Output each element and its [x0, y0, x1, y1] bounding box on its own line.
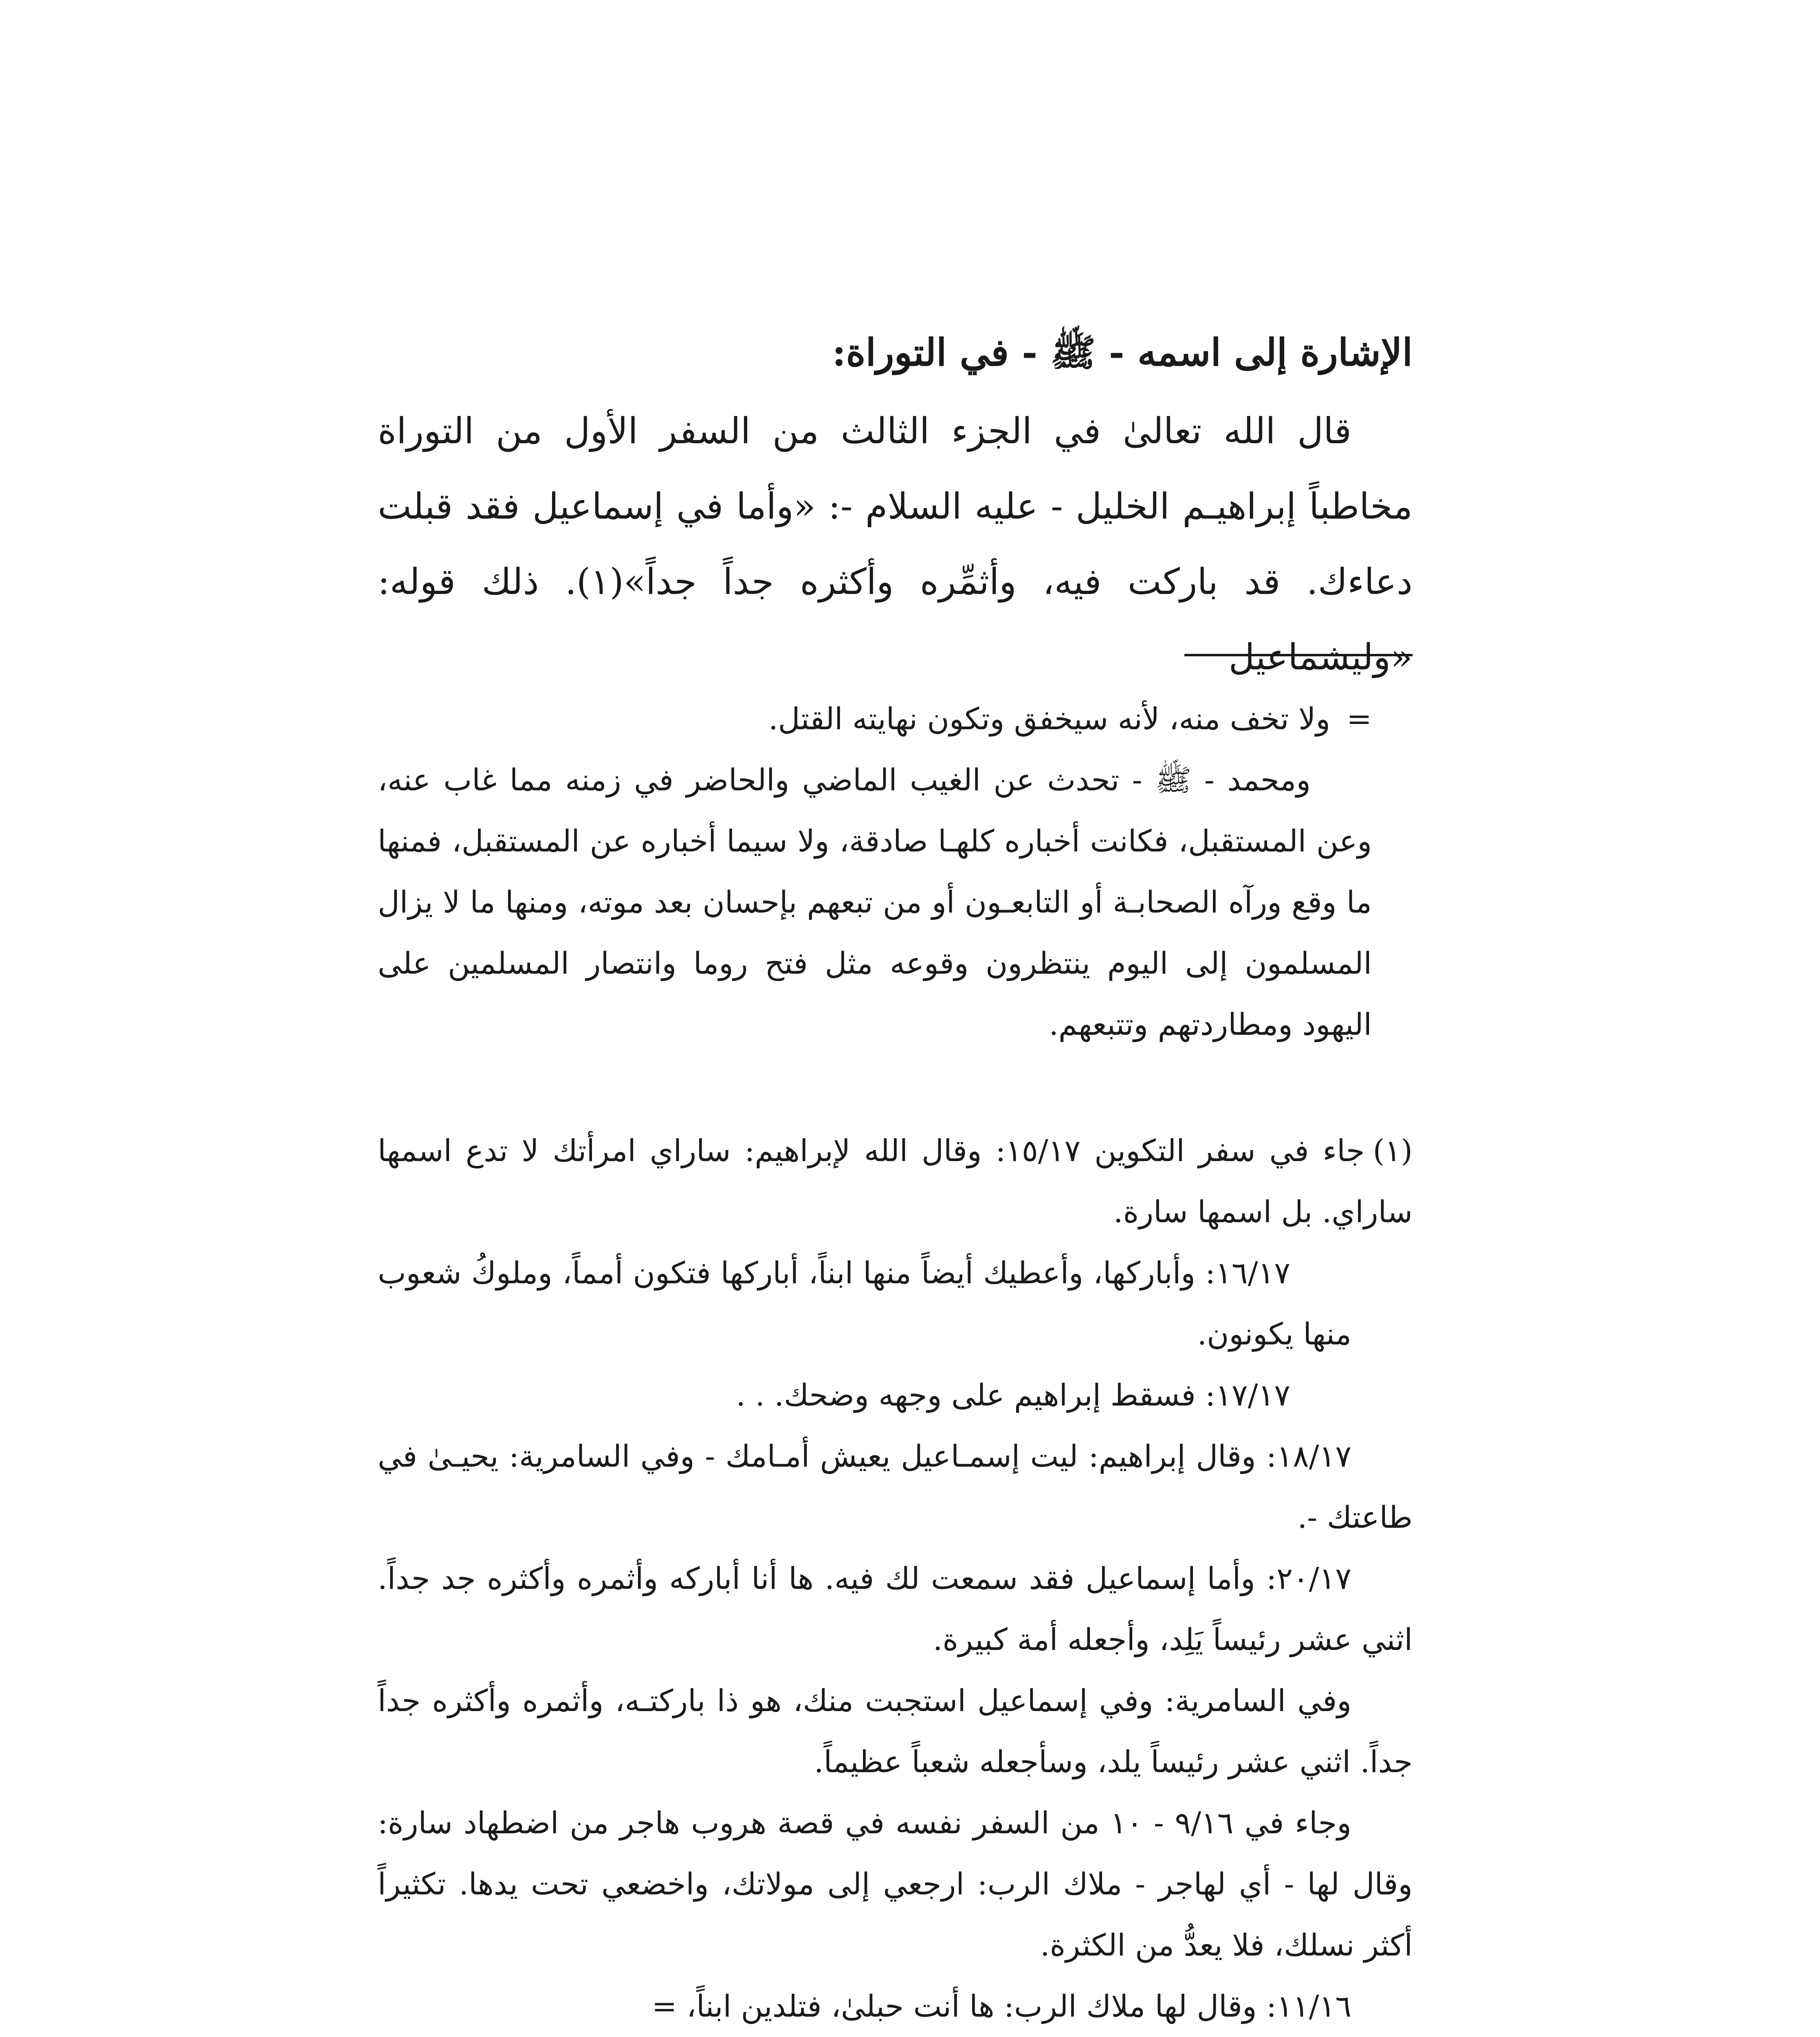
footnote-1-number: (١) [1373, 1133, 1413, 1168]
hagar-passage: وجاء في ٩/١٦ - ١٠ من السفر نفسه في قصة هروب هاجر من اضطهاد سارة: وقال لها - أي لهاجر - ملاك الرب: ارجعي إلى مولاتك، واخضعي تحت يدها. تكثيراً أكثر نسلك، فلا يعدُّ من الكثرة. [378, 1806, 1413, 1963]
verse-16-17: ١٦/١٧: وأباركها، وأعطيك أيضاً منها ابناً، أباركها فتكون أمماً، وملوكُ شعوب منها يكونون. [378, 1256, 1351, 1352]
verse-20-17: ٢٠/١٧: وأما إسماعيل فقد سمعت لك فيه. ها أنا أباركه وأثمره وأكثره جد جداً. اثني عشر رئيساً يَلِد، وأجعله أمة كبيرة. [378, 1561, 1413, 1657]
section-heading: الإشارة إلى اسمه - ﷺ - في التوراة: [832, 330, 1413, 374]
footnote-continuation [378, 689, 1413, 1055]
main-paragraph: قال الله تعالىٰ في الجزء الثالث من السفر الأول من التوراة مخاطباً إبراهيـم الخليل - عليه السلام -: «وأما في إسماعيل فقد قبلت دعاءك. قد باركت فيه، وأثمِّره وأكثره جداً جداً»(١). ذلك قوله: «وليشماعيل [378, 410, 1413, 678]
footnote-separator [1184, 654, 1413, 656]
verse-11-16: ١١/١٦: وقال لها ملاك الرب: ها أنت حبلىٰ، فتلدين ابناً، = [651, 1989, 1351, 2024]
continuation-marker: = [1346, 702, 1372, 737]
verse-17-17: ١٧/١٧: فسقط إبراهيم على وجهه وضحك. . . [736, 1378, 1290, 1413]
footnote-continuation-line [378, 689, 1413, 750]
verse-18-17: ١٨/١٧: وقال إبراهيم: ليت إسمـاعيل يعيش أمـامك - وفي السامرية: يحيـىٰ في طاعتك -. [378, 1439, 1413, 1535]
footnote-1 [378, 1120, 1413, 2037]
continuation-first-line: ولا تخف منه، لأنه سيخفق وتكون نهايته القتل. [768, 702, 1330, 737]
footnote-1-intro-text: جاء في سفر التكوين ١٥/١٧: وقال الله لإبراهيم: ساراي امرأتك لا تدع اسمها ساراي. بل اسمها سارة. [378, 1133, 1413, 1230]
footnote-1-intro [378, 1120, 1413, 1243]
samaritan-version: وفي السامرية: وفي إسماعيل استجبت منك، هو ذا باركتـه، وأثمره وأكثره جداً جداً. اثني عشر رئيساً يلد، وسأجعله شعباً عظيماً. [378, 1683, 1413, 1780]
continuation-paragraph: ومحمد - ﷺ - تحدث عن الغيب الماضي والحاضر في زمنه مما غاب عنه، وعن المستقبل، فكانت أخباره كلهـا صادقة، ولا سيما أخباره عن المستقبل، فمنها ما وقع ورآه الصحابـة أو التابعـون أو من تبعهم بإحسان بعد موته، ومنها ما لا يزال المسلمون إلى اليوم ينتظرون وقوعه مثل فتح روما وانتصار المسلمين على اليهود ومطاردتهم وتتبعهم. [378, 763, 1372, 1042]
